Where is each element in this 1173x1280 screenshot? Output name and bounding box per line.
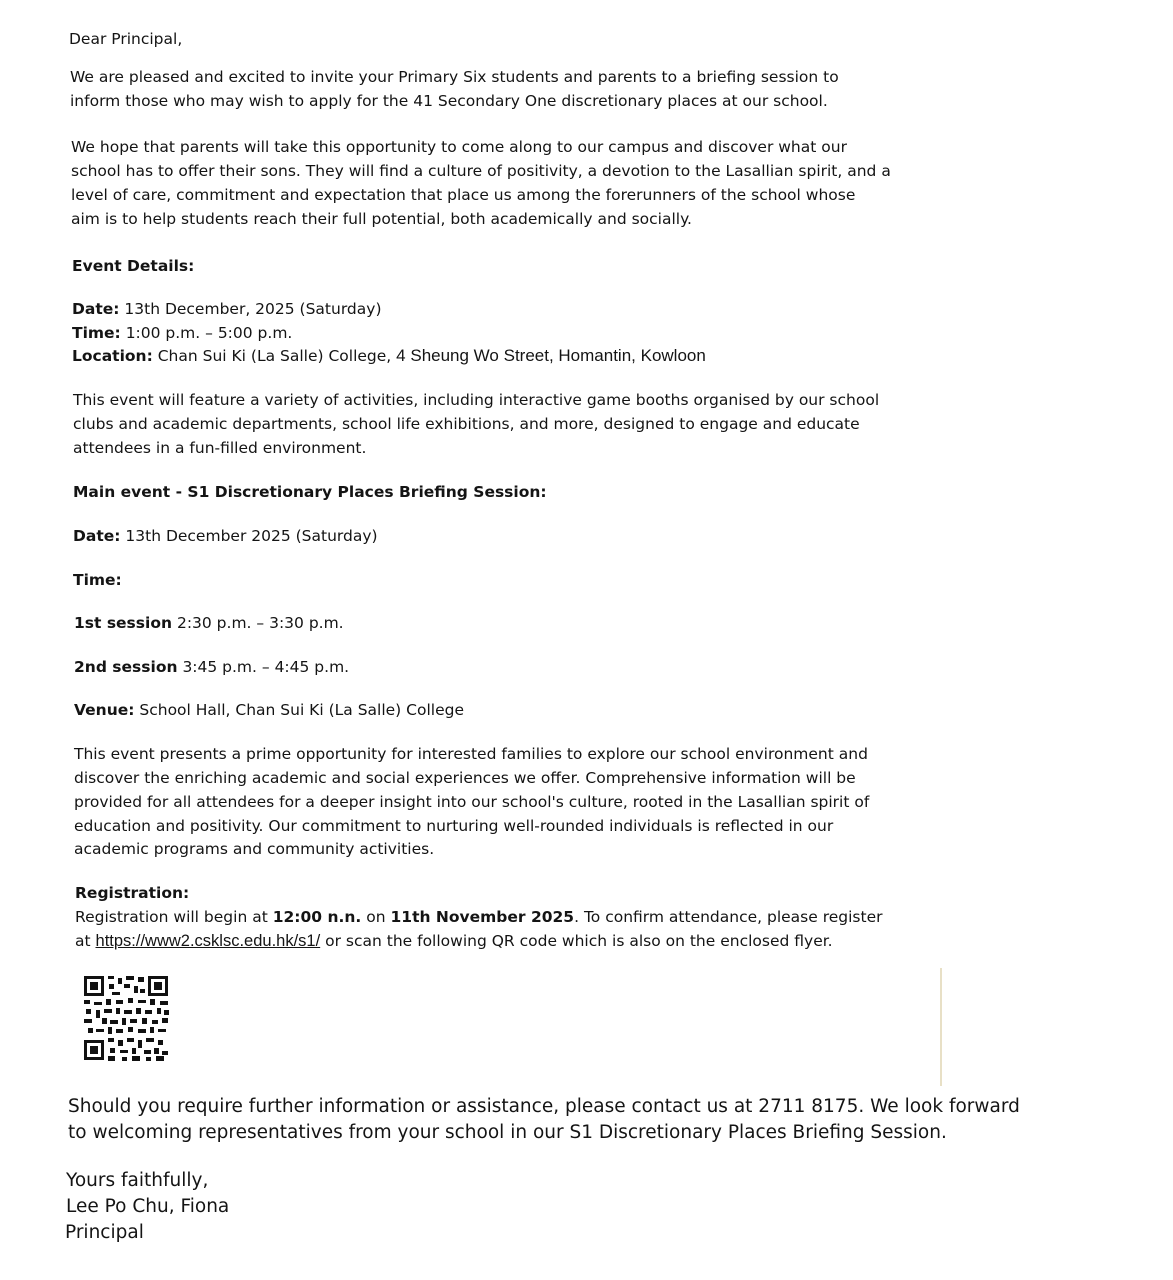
session1-label: 1st session [74, 614, 173, 632]
registration-link[interactable]: https://www2.csklsc.edu.hk/s1/ [95, 932, 321, 950]
registration-on-text: on [366, 908, 386, 926]
registration-at-text: at [75, 932, 91, 950]
main-event-heading: Main event - S1 Discretionary Places Briefing Session: [73, 483, 547, 501]
event-location-label: Location: [72, 347, 153, 365]
feature-line-2: clubs and academic departments, school life exhibitions, and more, designed to engage and educate [73, 415, 860, 433]
session1-row [74, 611, 344, 635]
event-location-value-a: Chan Sui Ki (La Salle) College, [157, 347, 392, 365]
event-time-value: 1:00 p.m. – 5:00 p.m. [125, 324, 293, 342]
intro-line-2: inform those who may wish to apply for the 41 Secondary One discretionary places at our school. [70, 92, 828, 110]
opportunity-line-4: education and positivity. Our commitment to nurturing well-rounded individuals is reflected in our [74, 817, 834, 835]
session2-row [74, 655, 349, 679]
closing-text: Yours faithfully, [66, 1170, 209, 1191]
salutation: Dear Principal, [69, 30, 183, 48]
main-date-row [73, 524, 378, 548]
venue-row [74, 698, 464, 722]
hope-line-1: We hope that parents will take this opportunity to come along to our campus and discover what our [71, 138, 847, 156]
event-time-label: Time: [72, 324, 121, 342]
registration-confirm-text: . To confirm attendance, please register [574, 908, 883, 926]
registration-date: 11th November 2025 [390, 908, 575, 926]
opportunity-line-2: discover the enriching academic and social experiences we offer. Comprehensive information will be [74, 769, 856, 787]
event-details-heading: Event Details: [72, 257, 195, 275]
main-time-label: Time: [73, 571, 122, 589]
venue-label: Venue: [74, 701, 135, 719]
event-time-row [72, 321, 292, 345]
feature-line-3: attendees in a fun-filled environment. [73, 439, 367, 457]
event-date-label: Date: [72, 300, 120, 318]
signatory-name: Lee Po Chu, Fiona [66, 1196, 230, 1217]
hope-line-2: school has to offer their sons. They will find a culture of positivity, a devotion to the Lasallian spirit, and a [71, 162, 891, 180]
event-date-row [72, 297, 382, 321]
session1-value: 2:30 p.m. – 3:30 p.m. [176, 614, 344, 632]
event-location-value-b: 4 Sheung Wo Street, Homantin, Kowloon [396, 346, 706, 365]
registration-line-1 [75, 905, 883, 929]
paper-fold-mark [940, 968, 942, 1086]
session2-label: 2nd session [74, 658, 178, 676]
hope-line-3: level of care, commitment and expectation that place us among the forerunners of the school whose [71, 186, 856, 204]
contact-line-1: Should you require further information or assistance, please contact us at 2711 8175. We look forward [68, 1096, 1020, 1117]
event-location-row [72, 344, 706, 368]
registration-scan-text: or scan the following QR code which is also on the enclosed flyer. [325, 932, 833, 950]
session2-value: 3:45 p.m. – 4:45 p.m. [182, 658, 350, 676]
opportunity-line-1: This event presents a prime opportunity for interested families to explore our school environment and [74, 745, 868, 763]
venue-value: School Hall, Chan Sui Ki (La Salle) College [139, 701, 464, 719]
qr-code-icon[interactable] [82, 974, 172, 1064]
registration-time: 12:00 n.n. [272, 908, 362, 926]
signatory-title: Principal [65, 1222, 144, 1243]
feature-line-1: This event will feature a variety of activities, including interactive game booths organised by our school [73, 391, 880, 409]
registration-heading: Registration: [75, 884, 190, 902]
hope-line-4: aim is to help students reach their full potential, both academically and socially. [71, 210, 692, 228]
event-date-value: 13th December, 2025 (Saturday) [124, 300, 382, 318]
main-date-value: 13th December 2025 (Saturday) [125, 527, 378, 545]
registration-line-2 [75, 929, 833, 953]
intro-line-1: We are pleased and excited to invite your Primary Six students and parents to a briefing session to [70, 68, 839, 86]
opportunity-line-3: provided for all attendees for a deeper insight into our school's culture, rooted in the Lasallian spirit of [74, 793, 870, 811]
registration-begin-text: Registration will begin at [75, 908, 268, 926]
opportunity-line-5: academic programs and community activities. [74, 840, 435, 858]
contact-line-2: to welcoming representatives from your school in our S1 Discretionary Places Briefing Session. [68, 1122, 947, 1143]
main-date-label: Date: [73, 527, 121, 545]
